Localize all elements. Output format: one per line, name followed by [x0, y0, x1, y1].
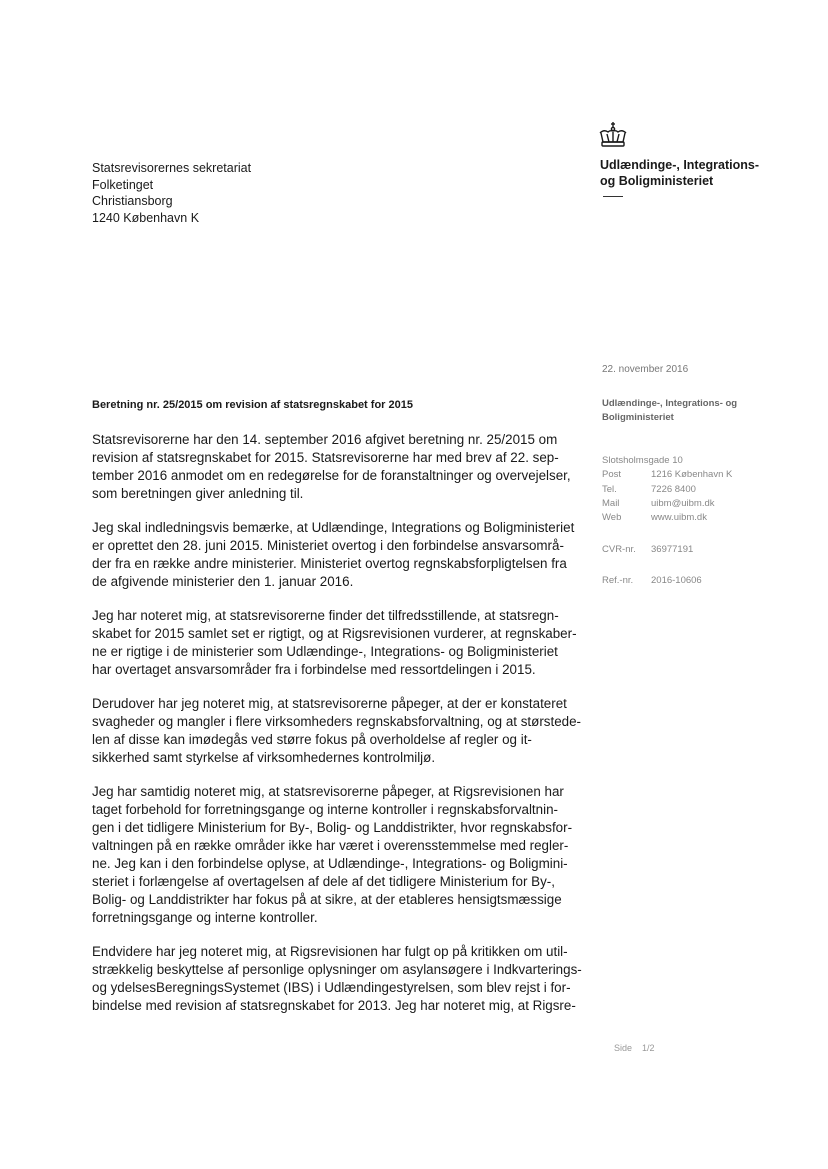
contact-block: [602, 454, 732, 525]
cvr-label: CVR-nr.: [602, 544, 636, 555]
contact-row: [602, 511, 732, 525]
contact-label: Mail: [602, 497, 620, 509]
page-label: Side: [614, 1043, 633, 1053]
sender-line: Boligministeriet: [602, 411, 674, 423]
body-line: som beretningen giver anledning til.: [92, 486, 304, 501]
body-line: ne er rigtige i de ministerier som Udlændinge-, Integrations- og Boligministeriet: [92, 644, 558, 659]
recipient-line: Folketinget: [92, 177, 154, 192]
paragraph: [92, 943, 592, 1015]
body-line: sikkerhed samt styrkelse af virksomhedernes kontrolmiljø.: [92, 750, 436, 765]
body-line: Jeg skal indledningsvis bemærke, at Udlændinge, Integrations og Boligministeriet: [92, 520, 575, 535]
body-line: taget forbehold for forretningsgange og interne kontroller i regnskabsforvaltnin-: [92, 802, 558, 817]
paragraph: [92, 431, 592, 503]
body-line: har overtaget ansvarsområder fra i forbindelse med ressortdelingen i 2015.: [92, 662, 536, 677]
contact-row: [602, 468, 732, 482]
reference-block: [602, 544, 702, 606]
body-line: svagheder og mangler i flere virksomheders regnskabsforvaltning, og at størstede-: [92, 714, 581, 729]
body-line: valtningen på en række områder ikke har været i overensstemmelse med regler-: [92, 838, 569, 853]
page-footer: [614, 1043, 655, 1053]
ministry-name: [600, 157, 759, 189]
sender-name: [602, 397, 737, 424]
logo-divider: [603, 196, 623, 197]
recipient-address: [92, 160, 251, 226]
body-line: bindelse med revision af statsregnskabet for 2013. Jeg har noteret mig, at Rigsre-: [92, 998, 576, 1013]
body-line: er oprettet den 28. juni 2015. Ministeriet overtog i den forbindelse ansvarsområ-: [92, 538, 564, 553]
crown-icon: [596, 122, 630, 148]
contact-value: uibm@uibm.dk: [651, 497, 715, 509]
body-line: Derudover har jeg noteret mig, at statsrevisorerne påpeger, at der er konstateret: [92, 696, 567, 711]
recipient-line: Christiansborg: [92, 194, 173, 208]
contact-value: 7226 8400: [651, 483, 696, 495]
body-line: ne. Jeg kan i den forbindelse oplyse, at Udlændinge-, Integrations- og Boligmini-: [92, 856, 568, 871]
sender-line: Udlændinge-, Integrations- og: [602, 398, 738, 409]
paragraph: [92, 607, 592, 679]
letter-date: 22. november 2016: [602, 364, 689, 375]
body-line: Bolig- og Landdistrikter har fokus på at sikre, at der etableres hensigtsmæssige: [92, 892, 562, 907]
body-line: Jeg har noteret mig, at statsrevisorerne finder det tilfredsstillende, at statsregn-: [92, 608, 559, 623]
cvr-value: 36977191: [651, 544, 694, 555]
body-line: de afgivende ministerier den 1. januar 2016.: [92, 574, 354, 589]
body-line: skabet for 2015 samlet set er rigtigt, og at Rigsrevisionen vurderer, at regnskaber-: [92, 626, 577, 641]
contact-label: Tel.: [602, 483, 617, 495]
ministry-name-line: Udlændinge-, Integrations-: [600, 158, 760, 172]
letter-body: [92, 431, 592, 1031]
body-line: gen i det tidligere Ministerium for By-, Bolig- og Landdistrikter, hvor regnskabsfor-: [92, 820, 573, 835]
contact-address: Slotsholmsgade 10: [602, 455, 683, 466]
ref-row: [602, 575, 702, 606]
ministry-name-line: og Boligministeriet: [600, 174, 714, 188]
ref-value: 2016-10606: [651, 575, 702, 586]
contact-value: www.uibm.dk: [651, 512, 707, 524]
recipient-line: 1240 København K: [92, 210, 200, 225]
body-line: revision af statsregnskabet for 2015. Statsrevisorerne har med brev af 22. sep-: [92, 450, 559, 465]
letter-subject: Beretning nr. 25/2015 om revision af statsregnskabet for 2015: [92, 399, 413, 411]
contact-label: Post: [602, 469, 622, 481]
cvr-row: [602, 544, 702, 575]
body-line: forretningsgange og interne kontroller.: [92, 910, 318, 925]
contact-row: [602, 454, 732, 468]
body-line: Statsrevisorerne har den 14. september 2016 afgivet beretning nr. 25/2015 om: [92, 432, 558, 447]
body-line: steriet i forlængelse af overtagelsen af dele af det tidligere Ministerium for By-,: [92, 874, 555, 889]
ref-label: Ref.-nr.: [602, 575, 634, 586]
contact-row: [602, 497, 732, 511]
recipient-line: Statsrevisorernes sekretariat: [92, 161, 252, 175]
paragraph: [92, 695, 592, 767]
contact-row: [602, 483, 732, 497]
body-line: len af disse kan imødegås ved større fokus på overholdelse af regler og it-: [92, 732, 532, 747]
body-line: der fra en række andre ministerier. Ministeriet overtog regnskabsforpligtelsen fra: [92, 556, 567, 571]
body-line: Jeg har samtidig noteret mig, at statsrevisorerne påpeger, at Rigsrevisionen har: [92, 784, 564, 799]
contact-label: Web: [602, 512, 622, 524]
paragraph: [92, 519, 592, 591]
page-number: 1/2: [642, 1043, 655, 1053]
paragraph: [92, 783, 592, 927]
body-line: Endvidere har jeg noteret mig, at Rigsrevisionen har fulgt op på kritikken om util-: [92, 944, 568, 959]
contact-value: 1216 København K: [651, 469, 733, 481]
body-line: strækkelig beskyttelse af personlige oplysninger om asylansøgere i Indkvarterings-: [92, 962, 582, 977]
body-line: tember 2016 anmodet om en redegørelse for de foranstaltninger og overvejelser,: [92, 468, 571, 483]
body-line: og ydelsesBeregningsSystemet (IBS) i Udlændingestyrelsen, som blev rejst i for-: [92, 980, 571, 995]
